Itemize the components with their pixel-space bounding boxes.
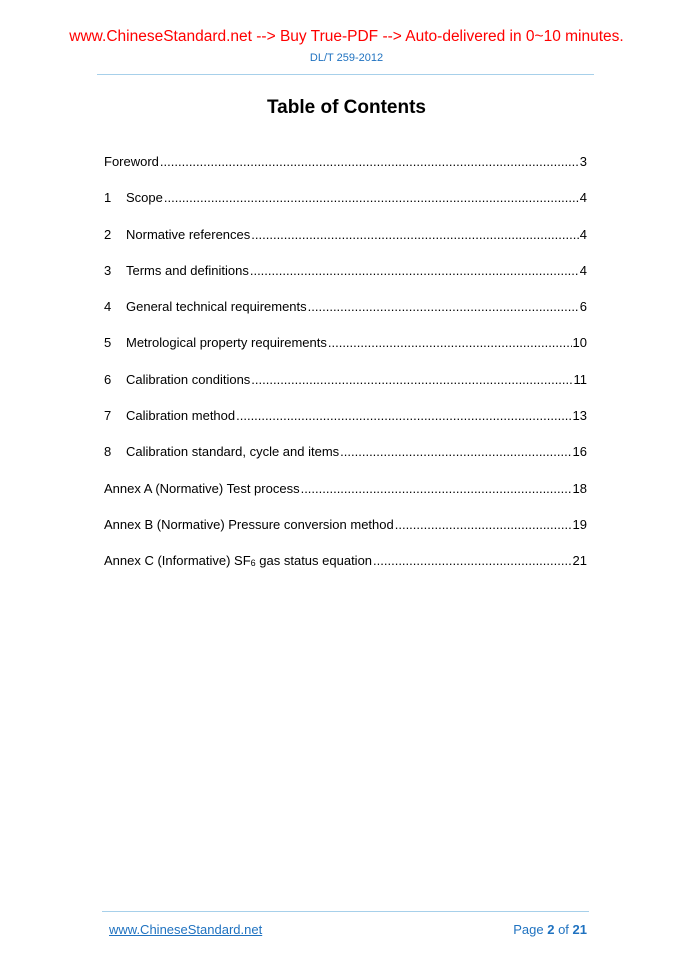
toc-entry-normative-references[interactable] — [104, 227, 587, 263]
dot-leader — [301, 481, 572, 496]
toc-entry-label: Foreword — [104, 154, 159, 169]
toc-entry-number: 8 — [104, 444, 112, 460]
header-divider — [97, 74, 594, 75]
toc-entry-page: 13 — [572, 408, 587, 424]
toc-entry-page: 3 — [579, 154, 587, 169]
dot-leader — [308, 299, 579, 314]
toc-entry-label: Normative references — [126, 226, 251, 242]
dot-leader — [340, 444, 571, 459]
page-indicator — [513, 922, 587, 937]
toc-entry-label: Calibration conditions — [126, 371, 251, 387]
toc-entry-page: 4 — [579, 262, 587, 278]
toc-entry-page: 6 — [579, 299, 587, 315]
toc-entry-number: 2 — [104, 226, 112, 242]
toc-entry-page: 11 — [573, 371, 587, 387]
toc-entry-general-technical-requirements[interactable] — [104, 299, 587, 335]
toc-entry-label: Terms and definitions — [126, 262, 249, 278]
toc-entry-foreword[interactable] — [104, 154, 587, 190]
toc-entry-annex-b[interactable] — [104, 517, 587, 553]
dot-leader — [251, 227, 578, 242]
footer-website-link[interactable]: www.ChineseStandard.net — [109, 922, 263, 937]
toc-entry-page: 18 — [572, 480, 587, 496]
toc-entry-label: Calibration method — [126, 408, 236, 424]
toc-entry-label — [104, 553, 372, 568]
toc-entry-calibration-conditions[interactable] — [104, 372, 587, 408]
toc-entry-scope[interactable] — [104, 190, 587, 226]
dot-leader — [328, 335, 572, 350]
toc-entry-metrological-property-requirements[interactable] — [104, 335, 587, 371]
toc-entry-label-text: Annex C (Informative) SF — [104, 553, 251, 569]
toc-entry-page: 4 — [579, 190, 587, 206]
document-code: DL/T 259-2012 — [309, 52, 384, 64]
toc-entry-label: General technical requirements — [126, 299, 307, 315]
page-prefix: Page — [513, 922, 544, 937]
dot-leader — [250, 263, 579, 278]
promo-banner[interactable]: www.ChineseStandard.net --> Buy True-PDF --> Auto-delivered in 0~10 minutes. — [69, 28, 624, 45]
toc-entry-label: Metrological property requirements — [126, 335, 327, 351]
page-of: of — [558, 922, 569, 937]
toc-entry-calibration-standard[interactable] — [104, 444, 587, 480]
footer-divider — [102, 911, 589, 912]
toc-entry-number: 6 — [104, 371, 112, 387]
toc-entry-label: Calibration standard, cycle and items — [126, 444, 340, 460]
page-total: 21 — [572, 922, 587, 937]
page-title: Table of Contents — [266, 97, 427, 118]
page-current: 2 — [547, 922, 555, 937]
toc-entry-number: 5 — [104, 335, 112, 351]
dot-leader — [160, 154, 579, 169]
toc-entry-number: 1 — [104, 190, 112, 206]
toc-entry-page: 19 — [572, 516, 587, 532]
toc-entry-label-suffix: gas status equation — [255, 553, 373, 569]
toc-entry-number: 7 — [104, 408, 112, 424]
toc-entry-number: 4 — [104, 299, 112, 315]
dot-leader — [395, 517, 572, 532]
toc-entry-label: Scope — [126, 190, 163, 206]
toc-entry-annex-a[interactable] — [104, 481, 587, 517]
dot-leader — [373, 553, 572, 568]
toc-entry-label: Annex A (Normative) Test process — [104, 480, 300, 496]
dot-leader — [164, 190, 579, 205]
table-of-contents — [104, 154, 587, 590]
subscript-six: 6 — [250, 558, 256, 569]
toc-entry-terms-and-definitions[interactable] — [104, 263, 587, 299]
toc-entry-page: 21 — [572, 553, 587, 569]
toc-entry-number: 3 — [104, 262, 112, 278]
toc-entry-page: 4 — [579, 226, 587, 242]
toc-entry-label: Annex B (Normative) Pressure conversion method — [104, 516, 394, 532]
toc-entry-annex-c[interactable] — [104, 553, 587, 589]
dot-leader — [236, 408, 571, 423]
toc-entry-page: 16 — [572, 444, 587, 460]
toc-entry-page: 10 — [572, 335, 587, 351]
toc-entry-calibration-method[interactable] — [104, 408, 587, 444]
dot-leader — [251, 372, 572, 387]
